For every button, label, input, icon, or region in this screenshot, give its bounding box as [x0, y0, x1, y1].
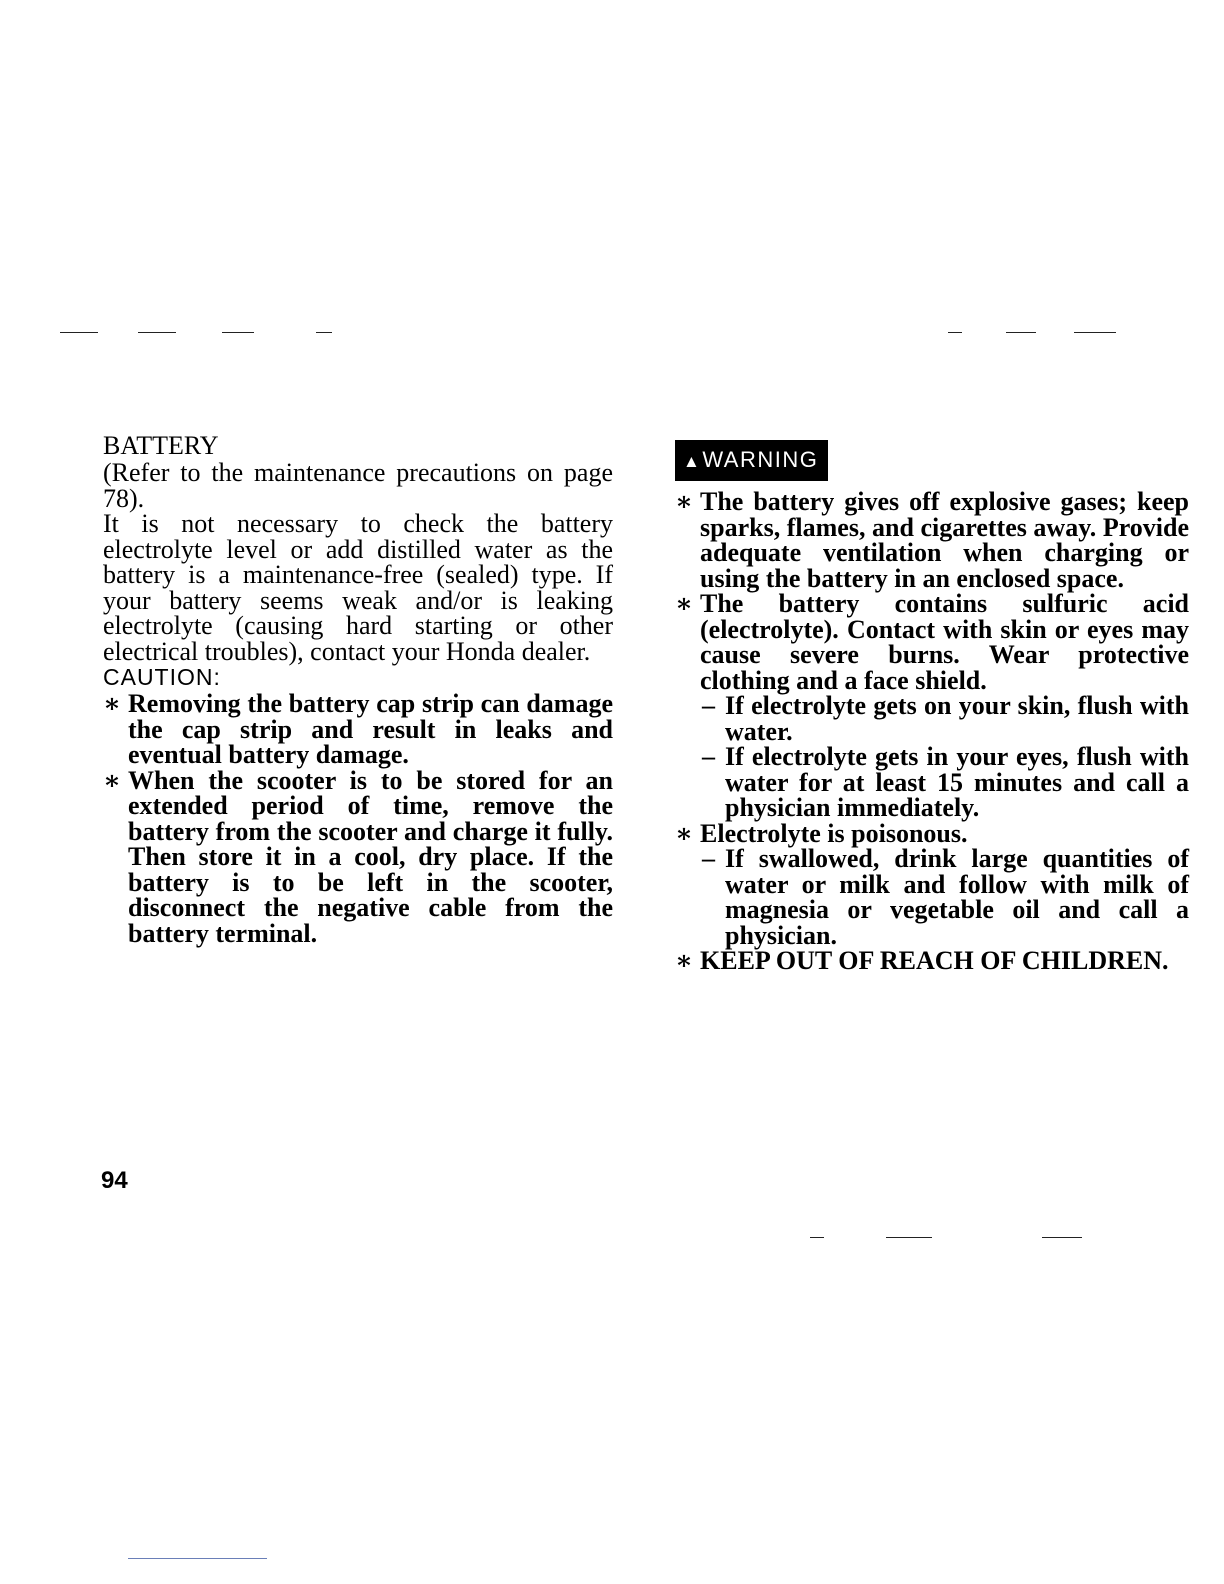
scan-mark [1074, 332, 1116, 333]
scan-mark [1042, 1237, 1082, 1238]
warning-list [675, 489, 1189, 974]
caution-item: ∗ When the scooter is to be stored for an extended period of time, remove the battery from the scooter and charge it fully. Then store it in a cool, dry place. If the battery is to be left in the scooter, disconnect the negative cable from the battery terminal. [103, 768, 613, 947]
warning-sub-item: – If electrolyte gets in your eyes, flush with water for at least 15 minutes and call a physician immediately. [700, 744, 1189, 821]
scan-mark [886, 1237, 932, 1238]
scan-mark [222, 332, 254, 333]
warning-sub-list [700, 846, 1189, 948]
bottom-rule [128, 1558, 267, 1559]
warning-item [675, 818, 1189, 950]
warning-sub-item: – If swallowed, drink large quantities of water or milk and follow with milk of magnesia or vegetable oil and call a physician. [700, 846, 1189, 948]
warning-triangle-icon: ▲ [683, 452, 702, 471]
caution-label: CAUTION: [103, 664, 221, 690]
warning-item-text: The battery contains sulfuric acid (electrolyte). Contact with skin or eyes may cause severe burns. Wear protective clothing and a face shield. [700, 589, 1189, 695]
caution-list [103, 691, 613, 946]
warning-item [675, 591, 1189, 821]
warning-badge [675, 440, 828, 481]
warning-section [675, 440, 1189, 974]
battery-description: It is not necessary to check the battery electrolyte level or add distilled water as the battery is a maintenance-free (sealed) type. If your battery seems weak and/or is leaking electrolyte (causing hard starting or other electrical troubles), contact your Honda dealer. [103, 509, 613, 666]
scan-mark [60, 332, 98, 333]
scan-mark [316, 332, 332, 333]
scan-mark [1006, 332, 1036, 333]
page-reference: (Refer to the maintenance precautions on page 78). [103, 458, 613, 513]
warning-item-text: The battery gives off explosive gases; keep sparks, flames, and cigarettes away. Provide adequate ventilation when charging or using the battery in an enclosed space. [700, 487, 1189, 593]
warning-label: WARNING [702, 447, 819, 472]
caution-item: ∗ Removing the battery cap strip can damage the cap strip and result in leaks and eventual battery damage. [103, 691, 613, 768]
warning-item-text: KEEP OUT OF REACH OF CHILDREN. [700, 946, 1169, 975]
warning-item-text: Electrolyte is poisonous. [700, 818, 968, 848]
warning-item [675, 948, 1189, 974]
scan-mark [948, 332, 962, 333]
page-number: 94 [101, 1167, 128, 1194]
warning-item [675, 489, 1189, 591]
battery-section [103, 432, 613, 946]
section-heading: BATTERY [103, 431, 219, 460]
scan-mark [138, 332, 176, 333]
scan-mark [810, 1237, 824, 1238]
warning-sub-list [700, 693, 1189, 821]
warning-sub-item: – If electrolyte gets on your skin, flush with water. [700, 693, 1189, 744]
